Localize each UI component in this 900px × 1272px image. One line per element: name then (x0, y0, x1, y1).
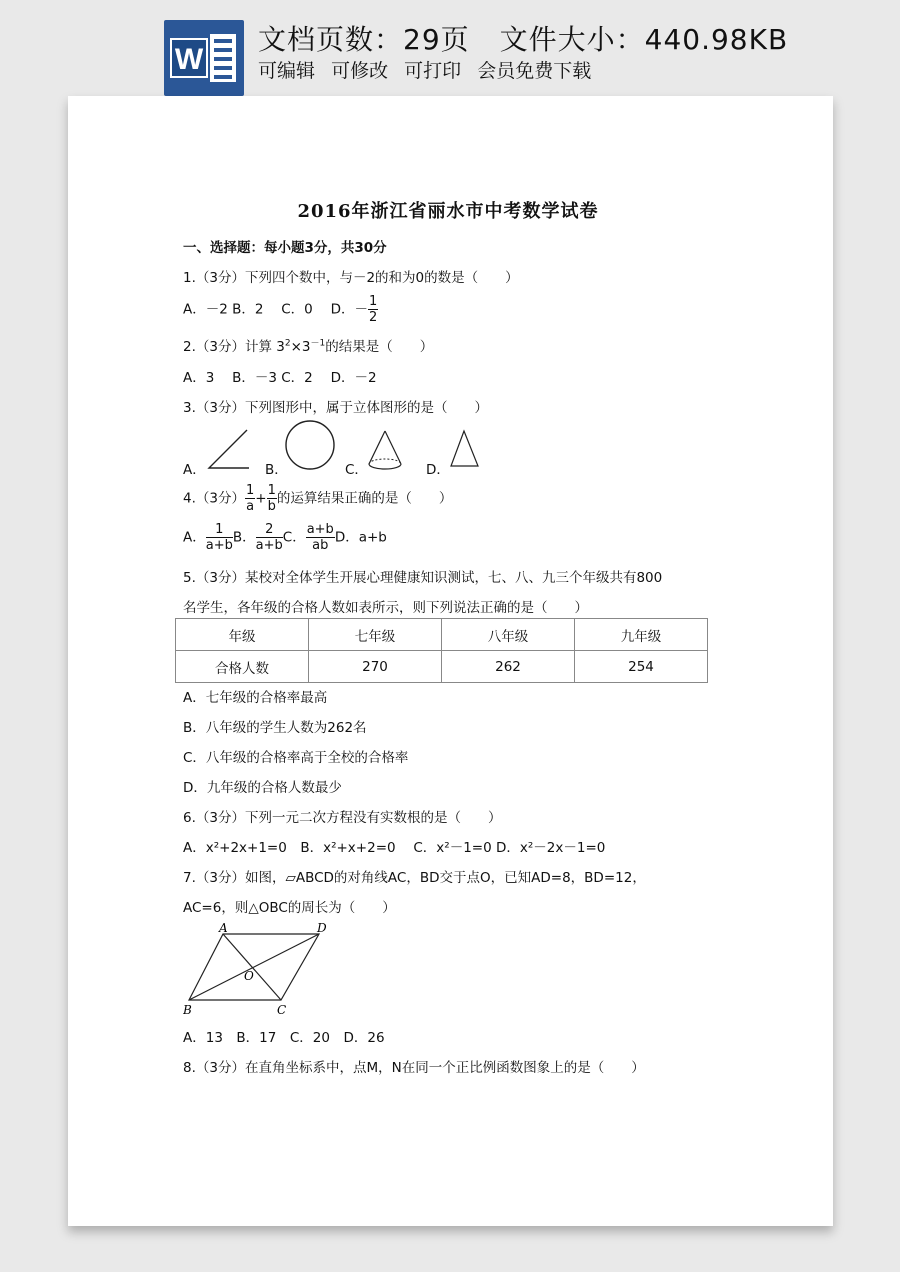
question-4-options: A． $\frac{1}{a+b}$ B． $\frac{2}{a+b}$ C． $\frac{a+b}{ab}$ D．a+b (183, 522, 387, 553)
option-b-label: B． (265, 462, 288, 478)
feature-editable: 可编辑 (258, 60, 316, 82)
document-info-header (0, 0, 900, 100)
question-3-stem: 3.（3分）下列图形中，属于立体图形的是（ ） (183, 400, 488, 416)
question-1-stem: 1.（3分）下列四个数中，与－2的和为0的数是（ ） (183, 270, 519, 286)
question-8-stem: 8.（3分）在直角坐标系中，点M，N在同一个正比例函数图象上的是（ ） (183, 1060, 645, 1076)
question-7-stem-line2: AC=6，则△OBC的周长为（ ） (183, 900, 396, 916)
question-5-option-b: B．八年级的学生人数为262名 (183, 720, 367, 736)
svg-text:C: C (277, 1003, 287, 1016)
question-6-stem: 6.（3分）下列一元二次方程没有实数根的是（ ） (183, 810, 502, 826)
option-d-label: D． (426, 462, 450, 478)
question-2-stem: 2.（3分）计算 $3^2\times 3^{-1}$的结果是（ ） (183, 338, 434, 355)
document-page (68, 96, 833, 1226)
option-a-label: A． (183, 462, 206, 478)
svg-text:O: O (244, 969, 254, 983)
grade-pass-table (175, 618, 708, 683)
exam-title: 2016年浙江省丽水市中考数学试卷 (297, 201, 599, 222)
feature-printable: 可打印 (404, 60, 462, 82)
question-7-stem-line1: 7.（3分）如图，▱ABCD的对角线AC，BD交于点O，已知AD=8，BD=12， (183, 870, 646, 886)
question-1-options: A．－2 B．2 C．0 D．－ $\frac{1}{2}$ (183, 294, 378, 325)
page-count: 文档页数：29页 (258, 23, 470, 56)
table-row: 合格人数 270 262 254 (176, 651, 708, 683)
parallelogram-figure (183, 922, 333, 1016)
fraction: $\frac{1}{2}$ (368, 294, 378, 325)
word-document-icon (164, 20, 244, 96)
feature-modifiable: 可修改 (331, 60, 389, 82)
question-5-option-d: D．九年级的合格人数最少 (183, 780, 342, 796)
question-2-options: A．3 B．－3 C．2 D．－2 (183, 370, 377, 386)
svg-text:A: A (219, 922, 228, 935)
cone-figure (365, 428, 405, 474)
question-4-stem: 4.（3分） $\frac{1}{a}$ + $\frac{1}{b}$ 的运算结果正确的是（ ） (183, 483, 453, 514)
question-3-figures (183, 418, 713, 478)
circle-figure (283, 418, 337, 472)
question-5-stem-line2: 名学生，各年级的合格人数如表所示，则下列说法正确的是（ ） (183, 600, 588, 616)
angle-figure (205, 426, 251, 472)
table-header-row: 年级 七年级 八年级 九年级 (176, 619, 708, 651)
feature-list (258, 56, 591, 83)
svg-text:D: D (317, 922, 327, 935)
feature-member-download: 会员免费下载 (477, 60, 592, 82)
word-logo-letter: W (170, 38, 208, 78)
option-c-label: C． (345, 462, 368, 478)
svg-text:B: B (183, 1003, 192, 1016)
section-heading: 一、选择题：每小题3分，共30分 (183, 240, 387, 256)
question-6-options: A．x²+2x+1=0 B．x²+x+2=0 C．x²－1=0 D．x²－2x－1=0 (183, 840, 606, 856)
question-5-stem-line1: 5.（3分）某校对全体学生开展心理健康知识测试，七、八、九三个年级共有800 (183, 570, 663, 586)
file-stats (258, 18, 788, 58)
file-size: 文件大小：440.98KB (499, 23, 789, 56)
triangle-figure (448, 428, 482, 470)
question-5-option-c: C．八年级的合格率高于全校的合格率 (183, 750, 409, 766)
question-5-option-a: A．七年级的合格率最高 (183, 690, 328, 706)
question-7-options: A．13 B．17 C．20 D．26 (183, 1030, 385, 1046)
